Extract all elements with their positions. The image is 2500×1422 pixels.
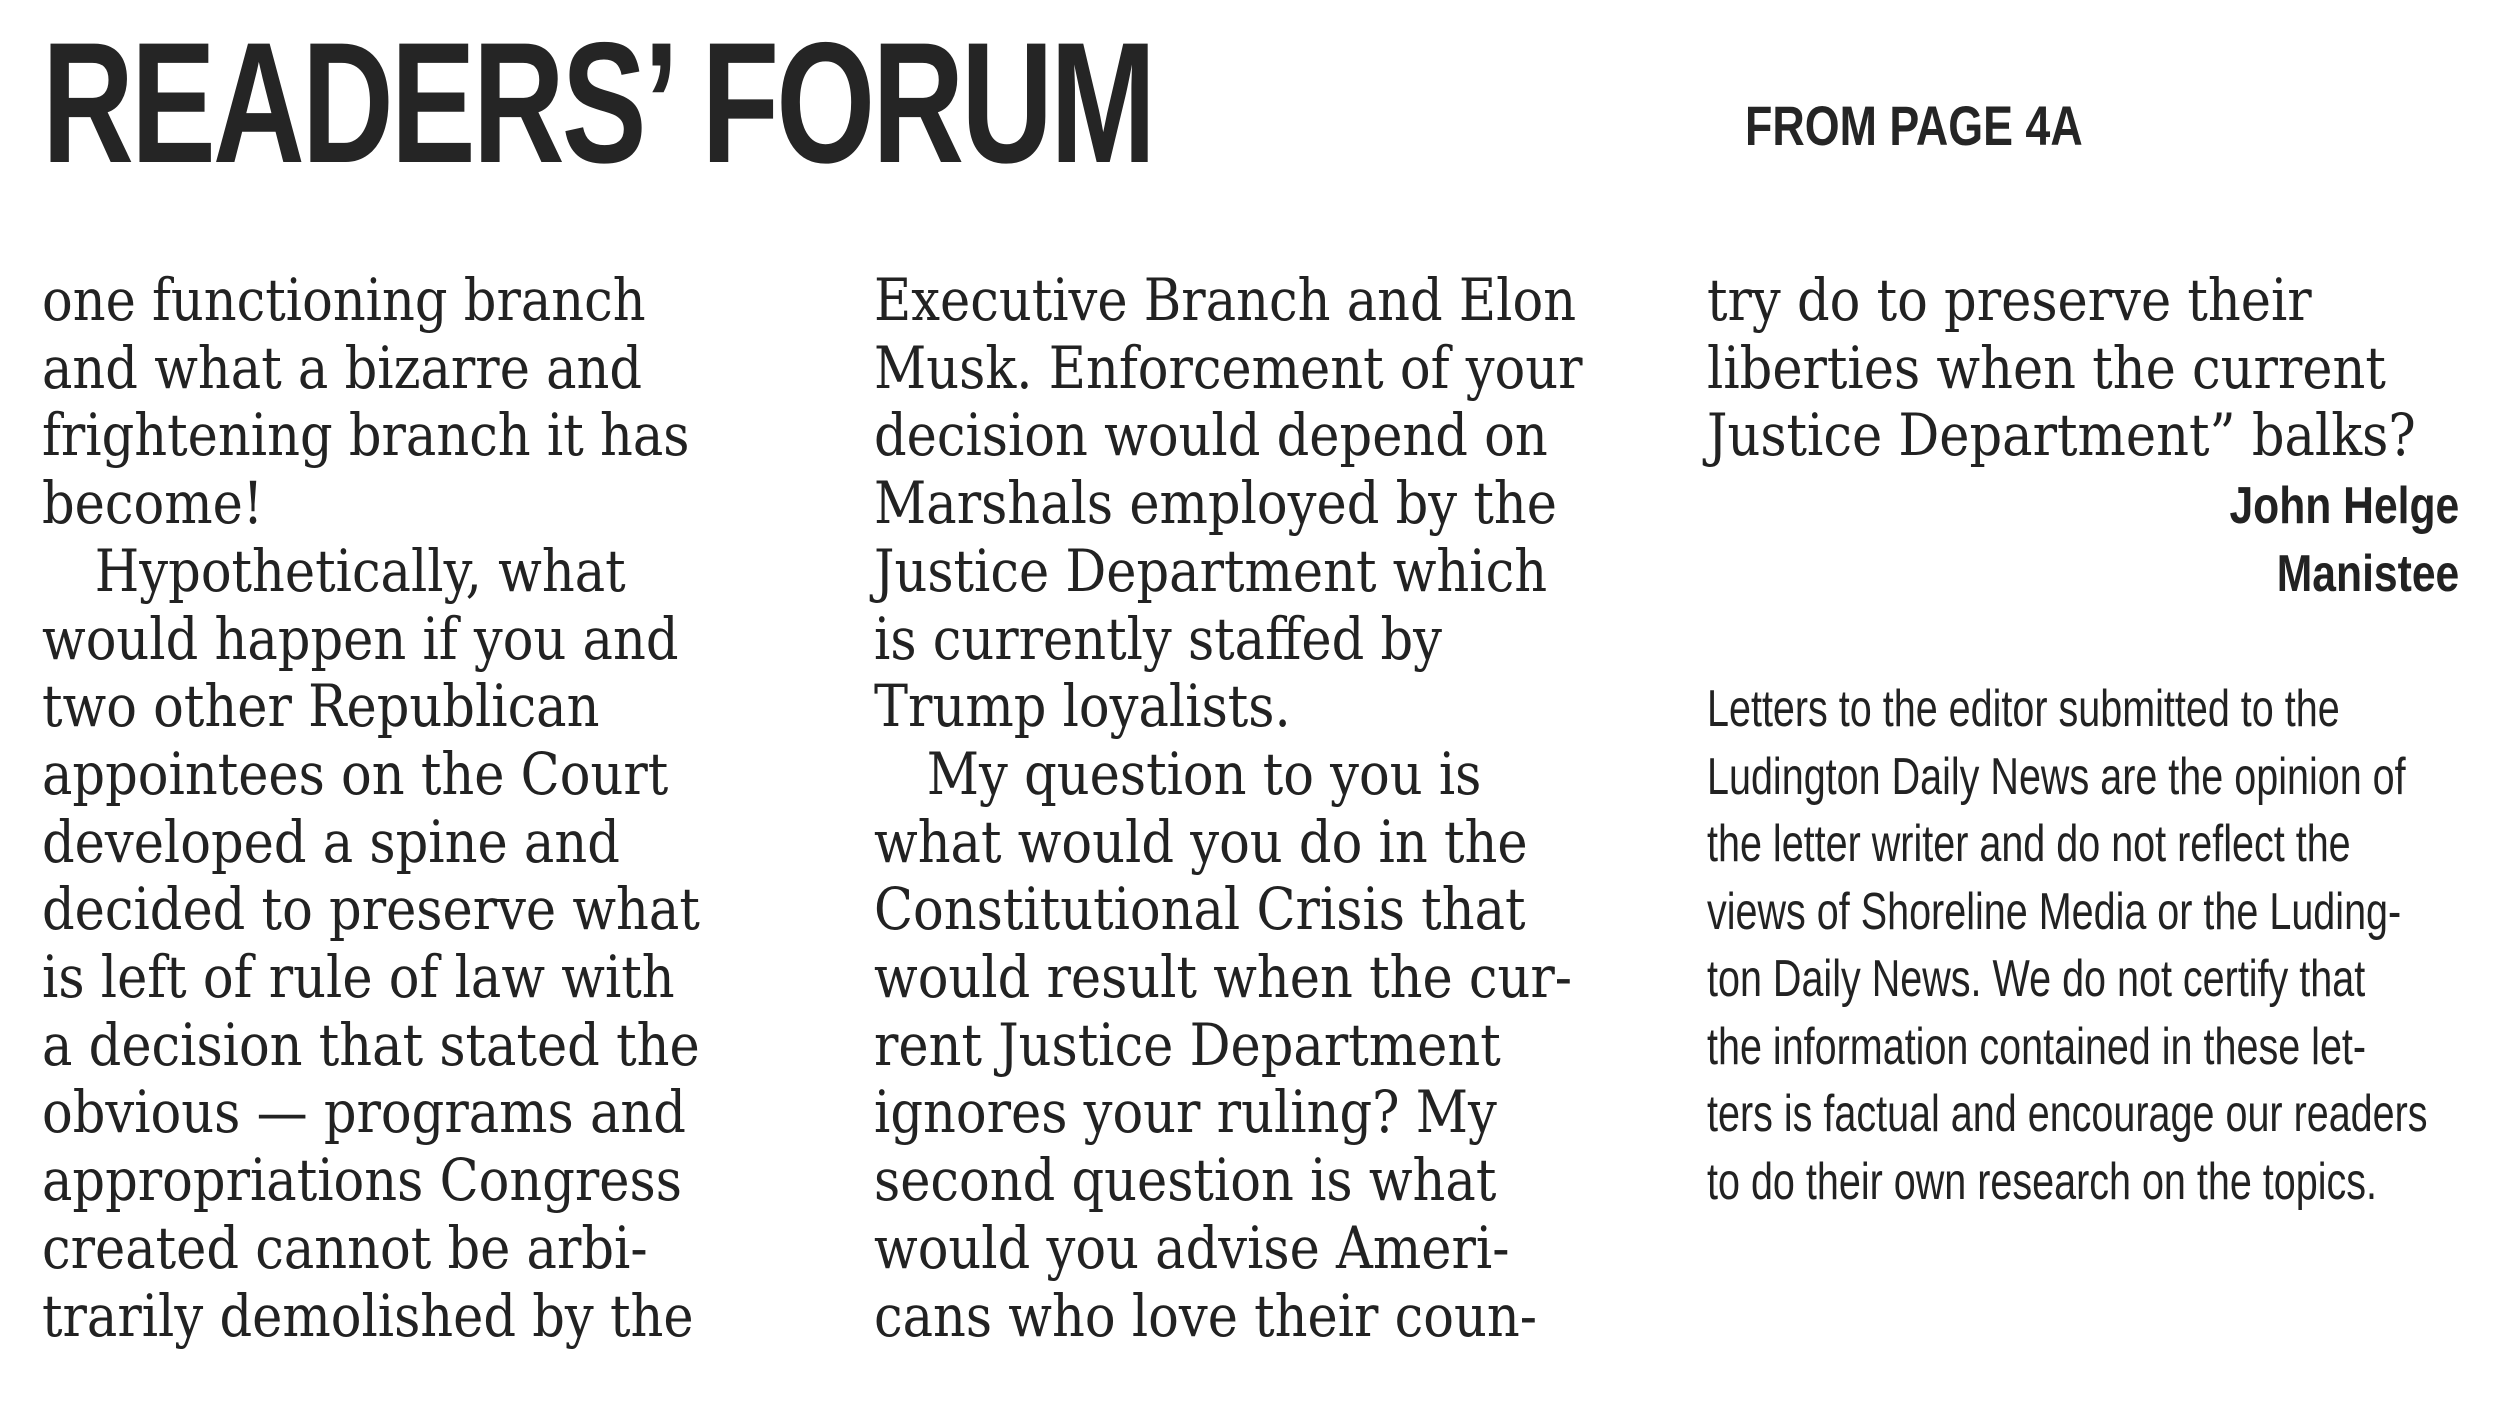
text-line: appropriations Congress — [42, 1146, 682, 1215]
text-line: become! — [42, 469, 264, 538]
disclaimer-line: ters is factual and encourage our readers — [1707, 1085, 2428, 1143]
text-line: obvious — programs and — [42, 1078, 686, 1147]
text-line: try do to preserve their — [1707, 266, 2312, 334]
text-line: is left of rule of law with — [42, 943, 675, 1012]
text-line: would you advise Ameri- — [874, 1213, 1510, 1282]
page-header — [42, 7, 2482, 199]
author-name: John Helge — [2229, 477, 2459, 535]
text-line: two other Republican — [42, 672, 600, 741]
disclaimer-line: the letter writer and do not reflect the — [1707, 815, 2351, 873]
text-line: one functioning branch — [42, 266, 646, 334]
text-line: ignores your ruling? My — [874, 1078, 1497, 1147]
text-line: would result when the cur- — [874, 943, 1573, 1012]
disclaimer-line: Letters to the editor submitted to the — [1707, 680, 2340, 738]
text-line: Executive Branch and Elon — [874, 266, 1577, 334]
disclaimer-line: the information contained in these let- — [1707, 1017, 2367, 1076]
text-line: rent Justice Department — [874, 1010, 1501, 1079]
section-title: READERS’ FORUM — [42, 7, 1154, 199]
text-line: decision would depend on — [874, 401, 1548, 470]
text-line: Justice Department” balks? — [1707, 401, 2416, 470]
text-line: a decision that stated the — [42, 1010, 700, 1079]
text-line: Musk. Enforcement of your — [874, 333, 1583, 402]
text-line: created cannot be arbi- — [42, 1213, 648, 1282]
disclaimer-line: ton Daily News. We do not certify that — [1707, 950, 2366, 1008]
text-line: Constitutional Crisis that — [874, 875, 1526, 944]
letter-column-1 — [42, 267, 802, 1350]
disclaimer-line: views of Shoreline Media or the Luding- — [1707, 882, 2402, 941]
text-line: would happen if you and — [42, 604, 679, 673]
letter-column-3 — [1707, 267, 2467, 470]
text-line: cans who love their coun- — [874, 1281, 1537, 1350]
text-line: developed a spine and — [42, 807, 620, 876]
text-line: decided to preserve what — [42, 875, 700, 944]
text-line: what would you do in the — [874, 807, 1528, 876]
text-line: is currently staffed by — [874, 604, 1442, 673]
letter-column-2 — [874, 267, 1634, 1350]
text-line: second question is what — [874, 1146, 1497, 1215]
text-line: Marshals employed by the — [874, 469, 1557, 538]
text-line: trarily demolished by the — [42, 1281, 694, 1350]
disclaimer-line: Ludington Daily News are the opinion of — [1707, 747, 2406, 806]
paragraph-start-line: My question to you is — [926, 739, 1482, 808]
editor-disclaimer — [1707, 676, 2467, 1216]
text-line: frightening branch it has — [42, 401, 690, 470]
text-line: and what a bizarre and — [42, 333, 643, 402]
text-line: Trump loyalists. — [874, 672, 1291, 741]
text-line: liberties when the current — [1707, 333, 2386, 402]
disclaimer-line: to do their own research on the topics. — [1707, 1152, 2378, 1211]
text-line: appointees on the Court — [42, 739, 669, 808]
continued-from-label: FROM PAGE 4A — [1745, 94, 2083, 157]
author-location: Manistee — [2276, 545, 2459, 603]
text-line: Justice Department which — [874, 536, 1548, 605]
letter-signature — [2179, 472, 2459, 608]
paragraph-start-line: Hypothetically, what — [94, 536, 626, 605]
